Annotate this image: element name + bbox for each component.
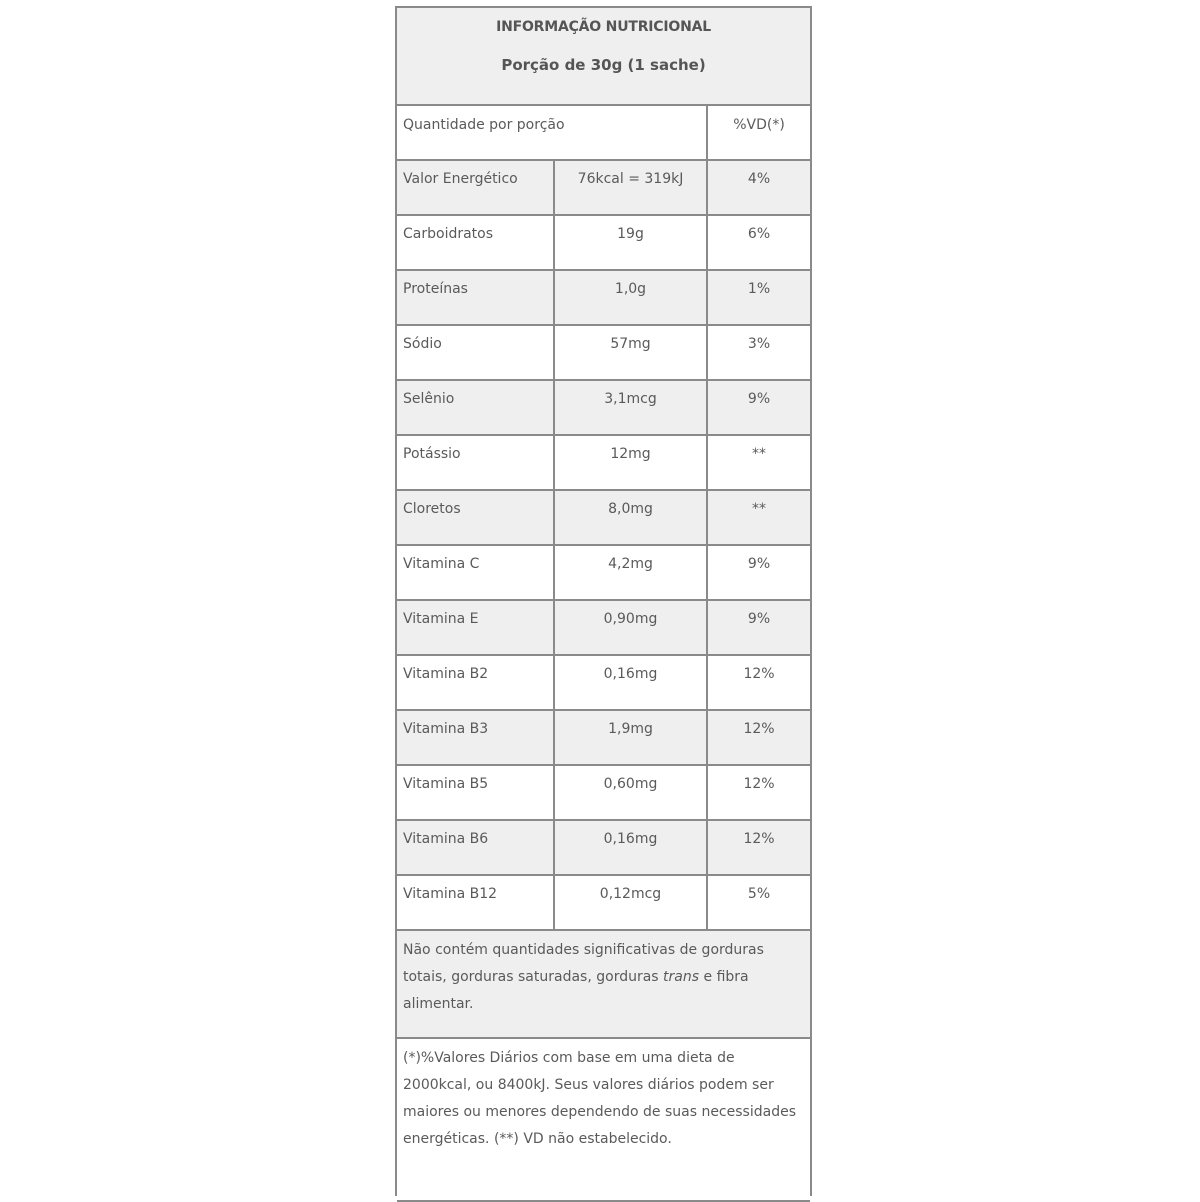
nutrient-name-cell	[397, 325, 554, 380]
nutrient-amount: 1,0g	[614, 281, 647, 297]
nutrient-name-cell	[397, 655, 554, 710]
nutrient-vd: 9%	[747, 391, 771, 407]
nutrient-name-cell	[397, 600, 554, 655]
nutrient-amount-cell	[554, 545, 707, 600]
table-row	[397, 490, 810, 545]
table-row	[397, 325, 810, 380]
portion-label: Porção de 30g (1 sache)	[501, 56, 706, 74]
nutrient-vd: 3%	[747, 336, 771, 352]
nutrient-vd: 12%	[743, 721, 775, 737]
nutrient-amount-cell	[554, 215, 707, 270]
nutrient-amount: 0,16mg	[603, 666, 658, 682]
nutrient-vd: 5%	[747, 886, 771, 902]
table-row	[397, 875, 810, 930]
note-not-significant	[397, 930, 810, 1038]
nutrient-vd-cell	[707, 160, 810, 215]
nutrient-name: Carboidratos	[403, 226, 494, 242]
nutrient-name-cell	[397, 435, 554, 490]
note-not-significant-end: e fibra alimentar.	[403, 969, 749, 1012]
nutrient-vd-cell	[707, 380, 810, 435]
table-row	[397, 600, 810, 655]
nutrient-amount-cell	[554, 710, 707, 765]
nutrient-vd: 4%	[747, 171, 771, 187]
table-title: INFORMAÇÃO NUTRICIONAL	[496, 19, 711, 35]
nutrient-vd: 12%	[743, 776, 775, 792]
nutrition-table	[397, 8, 810, 1202]
nutrient-vd-cell	[707, 655, 810, 710]
nutrient-name: Vitamina C	[403, 556, 480, 572]
quantity-header: Quantidade por porção	[397, 105, 707, 160]
nutrient-amount: 3,1mcg	[604, 391, 657, 407]
nutrient-vd-cell	[707, 710, 810, 765]
nutrient-vd: **	[752, 446, 767, 462]
nutrient-amount: 8,0mg	[608, 501, 653, 517]
nutrient-vd-cell	[707, 325, 810, 380]
table-row	[397, 270, 810, 325]
nutrient-name: Vitamina B6	[403, 831, 489, 847]
nutrient-name: Sódio	[403, 336, 442, 352]
nutrient-name-cell	[397, 490, 554, 545]
nutrient-vd: 12%	[743, 666, 775, 682]
nutrient-amount-cell	[554, 875, 707, 930]
nutrient-name: Selênio	[403, 391, 455, 407]
table-row	[397, 820, 810, 875]
table-row	[397, 160, 810, 215]
nutrient-amount-cell	[554, 325, 707, 380]
nutrient-amount-cell	[554, 490, 707, 545]
nutrient-name-cell	[397, 545, 554, 600]
nutrient-name-cell	[397, 215, 554, 270]
nutrient-amount: 19g	[617, 226, 644, 242]
nutrition-facts-panel	[395, 6, 812, 1196]
nutrient-amount: 4,2mg	[608, 556, 653, 572]
nutrient-amount: 0,90mg	[603, 611, 658, 627]
nutrient-vd-cell	[707, 600, 810, 655]
table-row	[397, 435, 810, 490]
nutrient-vd-cell	[707, 765, 810, 820]
nutrient-amount: 0,60mg	[603, 776, 658, 792]
nutrient-name: Vitamina B2	[403, 666, 489, 682]
nutrient-amount-cell	[554, 655, 707, 710]
nutrient-amount: 76kcal = 319kJ	[577, 171, 684, 187]
note-trans-word: trans	[663, 969, 700, 985]
table-row	[397, 710, 810, 765]
nutrient-name-cell	[397, 270, 554, 325]
nutrient-name: Vitamina E	[403, 611, 479, 627]
nutrient-amount-cell	[554, 765, 707, 820]
nutrient-name-cell	[397, 875, 554, 930]
nutrient-name: Vitamina B5	[403, 776, 489, 792]
nutrient-vd-cell	[707, 875, 810, 930]
nutrient-amount: 12mg	[610, 446, 651, 462]
nutrient-vd: 12%	[743, 831, 775, 847]
nutrient-name-cell	[397, 710, 554, 765]
nutrient-amount: 57mg	[610, 336, 651, 352]
nutrient-amount-cell	[554, 600, 707, 655]
nutrient-vd: 9%	[747, 611, 771, 627]
nutrient-name: Valor Energético	[403, 171, 518, 187]
title-cell	[397, 8, 810, 105]
nutrient-name: Proteínas	[403, 281, 468, 297]
nutrient-amount-cell	[554, 270, 707, 325]
table-row	[397, 765, 810, 820]
nutrient-amount-cell	[554, 380, 707, 435]
nutrient-vd-cell	[707, 545, 810, 600]
nutrient-name-cell	[397, 160, 554, 215]
note-not-significant-text: Não contém quantidades significativas de gorduras totais, gorduras saturadas, gorduras	[403, 942, 764, 985]
nutrient-name: Cloretos	[403, 501, 461, 517]
nutrient-name-cell	[397, 820, 554, 875]
nutrient-amount: 0,12mcg	[599, 886, 662, 902]
nutrient-name: Potássio	[403, 446, 461, 462]
note-row-daily-values	[397, 1038, 810, 1201]
vd-header: %VD(*)	[707, 105, 810, 160]
table-header-row	[397, 8, 810, 105]
nutrient-amount-cell	[554, 435, 707, 490]
nutrient-name-cell	[397, 765, 554, 820]
nutrient-name: Vitamina B12	[403, 886, 498, 902]
nutrient-amount: 0,16mg	[603, 831, 658, 847]
nutrient-vd-cell	[707, 215, 810, 270]
note-row-not-significant	[397, 930, 810, 1038]
nutrient-name-cell	[397, 380, 554, 435]
table-row	[397, 545, 810, 600]
nutrient-amount: 1,9mg	[608, 721, 653, 737]
column-header-row	[397, 105, 810, 160]
nutrient-vd: 9%	[747, 556, 771, 572]
nutrient-vd-cell	[707, 270, 810, 325]
nutrient-vd: **	[752, 501, 767, 517]
nutrient-amount-cell	[554, 820, 707, 875]
table-row	[397, 380, 810, 435]
note-daily-values: (*)%Valores Diários com base em uma dieta de 2000kcal, ou 8400kJ. Seus valores diários podem ser maiores ou menores dependendo de suas necessidades energéticas. (**) VD não estabelecido.	[397, 1038, 810, 1201]
nutrient-name: Vitamina B3	[403, 721, 489, 737]
nutrient-amount-cell	[554, 160, 707, 215]
nutrient-vd-cell	[707, 435, 810, 490]
nutrient-vd: 1%	[747, 281, 771, 297]
table-row	[397, 215, 810, 270]
nutrient-vd: 6%	[747, 226, 771, 242]
table-row	[397, 655, 810, 710]
nutrient-vd-cell	[707, 820, 810, 875]
nutrient-vd-cell	[707, 490, 810, 545]
